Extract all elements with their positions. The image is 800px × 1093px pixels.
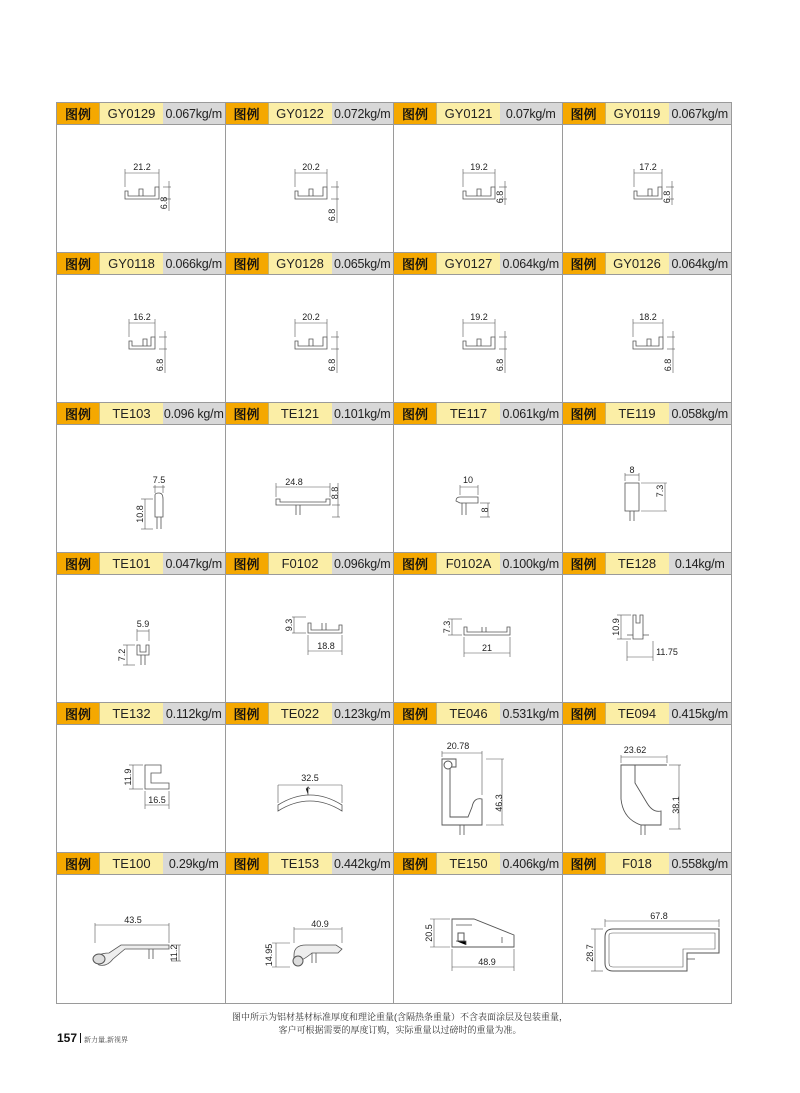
profile-code: TE101	[99, 553, 163, 574]
profile-header	[57, 103, 225, 125]
profile-header	[57, 253, 225, 275]
dimension-label: 43.5	[124, 915, 142, 925]
profile-drawing	[563, 275, 732, 403]
dimension-label: 40.9	[310, 919, 329, 929]
profile-header	[563, 253, 732, 275]
profile-drawing	[226, 575, 395, 703]
profile-code: TE117	[436, 403, 500, 424]
profile-header	[226, 103, 394, 125]
legend-tag: 图例	[563, 253, 605, 274]
profile-cell	[226, 703, 395, 853]
profile-cell	[563, 703, 732, 853]
profile-header	[394, 553, 562, 575]
dimension-label: 20.78	[446, 741, 470, 751]
profile-drawing	[563, 575, 732, 703]
profile-drawing	[563, 875, 732, 1003]
legend-tag: 图例	[57, 853, 99, 874]
dimension-label: 67.8	[649, 911, 668, 921]
profile-header	[226, 403, 394, 425]
dimension-label: 5.9	[136, 619, 150, 629]
profile-weight: 0.066kg/m	[163, 253, 225, 274]
legend-tag: 图例	[563, 403, 605, 424]
profile-code: GY0126	[605, 253, 669, 274]
profile-weight: 0.101kg/m	[332, 403, 394, 424]
footnote-line-1: 图中所示为铝材基材标准厚度和理论重量(含隔热条重量）不含表面涂层及包装重量，	[232, 1012, 568, 1022]
profile-header	[394, 253, 562, 275]
profile-weight: 0.558kg/m	[669, 853, 732, 874]
profile-code: GY0128	[268, 253, 332, 274]
profile-code: TE046	[436, 703, 500, 724]
dimension-label: 6.8	[495, 358, 505, 372]
dimension-label: 7.3	[442, 620, 452, 634]
profile-code: TE100	[99, 853, 163, 874]
dimension-label: 9.3	[283, 618, 294, 632]
profile-header	[394, 853, 562, 875]
profile-code: TE121	[268, 403, 332, 424]
profile-weight: 0.047kg/m	[163, 553, 225, 574]
legend-tag: 图例	[394, 853, 436, 874]
dimension-label: 17.2	[638, 162, 657, 172]
dimension-label: 20.2	[301, 312, 320, 322]
dimension-label: 20.2	[301, 162, 320, 172]
profile-cell	[563, 103, 732, 253]
dimension-label: 18.8	[316, 641, 335, 651]
legend-tag: 图例	[57, 553, 99, 574]
profile-weight: 0.442kg/m	[332, 853, 394, 874]
dimension-label: 11.9	[123, 768, 133, 786]
profile-cell	[57, 553, 226, 703]
profile-cell	[57, 853, 226, 1003]
dimension-label: 24.8	[284, 477, 303, 487]
profile-cell	[226, 853, 395, 1003]
profile-drawing	[226, 275, 395, 403]
dimension-label: 8.8	[329, 486, 340, 500]
dimension-label: 6.8	[326, 358, 337, 372]
dimension-label: 14.95	[263, 943, 274, 967]
dimension-label: 6.8	[662, 358, 673, 372]
profile-weight: 0.058kg/m	[669, 403, 732, 424]
profile-weight: 0.415kg/m	[669, 703, 732, 724]
profile-weight: 0.064kg/m	[500, 253, 562, 274]
legend-tag: 图例	[394, 703, 436, 724]
profile-drawing	[563, 425, 732, 553]
profile-cell	[226, 103, 395, 253]
profile-header	[394, 703, 562, 725]
profile-code: F0102A	[436, 553, 500, 574]
profile-code: F0102	[268, 553, 332, 574]
profile-weight: 0.096 kg/m	[163, 403, 225, 424]
profile-header	[563, 403, 732, 425]
dimension-label: 16.5	[148, 795, 166, 805]
profile-weight: 0.061kg/m	[500, 403, 562, 424]
dimension-label: 8	[628, 465, 635, 475]
profile-header	[563, 853, 732, 875]
dimension-label: 20.5	[424, 924, 434, 942]
profile-drawing	[394, 575, 563, 703]
dimension-label: 6.8	[495, 190, 505, 204]
profile-weight: 0.14kg/m	[669, 553, 732, 574]
profile-header	[226, 253, 394, 275]
profile-drawing	[563, 125, 732, 253]
dimension-label: 10.8	[135, 505, 145, 523]
profile-code: GY0127	[436, 253, 500, 274]
profile-drawing	[563, 725, 732, 853]
profile-drawing	[226, 125, 395, 253]
profile-header	[226, 703, 394, 725]
dimension-label: 7.2	[117, 648, 127, 662]
profile-drawing	[226, 725, 395, 853]
legend-tag: 图例	[563, 103, 605, 124]
legend-tag: 图例	[563, 553, 605, 574]
dimension-label: 46.3	[494, 794, 504, 812]
profile-cell	[563, 553, 732, 703]
legend-tag: 图例	[226, 403, 268, 424]
dimension-label: 23.62	[623, 745, 646, 755]
legend-tag: 图例	[563, 703, 605, 724]
profile-cell	[563, 853, 732, 1003]
profile-cell	[394, 103, 563, 253]
profile-drawing	[57, 725, 226, 853]
profile-drawing	[57, 575, 226, 703]
profile-drawing	[57, 875, 226, 1003]
profile-header	[394, 103, 562, 125]
dimension-label: 38.1	[670, 796, 681, 814]
profile-drawing	[57, 125, 226, 253]
profile-header	[57, 553, 225, 575]
dimension-label: 11.2	[169, 944, 179, 962]
dimension-label: 8	[480, 507, 490, 513]
profile-header	[563, 103, 732, 125]
profile-header	[57, 853, 225, 875]
profile-cell	[563, 253, 732, 403]
dimension-label: 48.9	[478, 957, 496, 967]
profile-drawing	[226, 425, 395, 553]
dimension-label: 6.8	[661, 190, 672, 204]
brand-caption: 新力量,新视界	[84, 1037, 128, 1044]
dimension-label: 10	[462, 475, 474, 485]
legend-tag: 图例	[226, 853, 268, 874]
profile-cell	[57, 253, 226, 403]
legend-tag: 图例	[57, 703, 99, 724]
profile-header	[226, 853, 394, 875]
legend-tag: 图例	[57, 103, 99, 124]
profile-header	[394, 403, 562, 425]
profile-drawing	[394, 875, 563, 1003]
profile-cell	[226, 553, 395, 703]
profile-weight: 0.123kg/m	[332, 703, 394, 724]
profile-cell	[394, 703, 563, 853]
legend-tag: 图例	[563, 853, 605, 874]
legend-tag: 图例	[394, 253, 436, 274]
profile-cell	[563, 403, 732, 553]
profile-weight: 0.112kg/m	[163, 703, 225, 724]
profile-code: TE132	[99, 703, 163, 724]
profile-code: GY0121	[436, 103, 500, 124]
legend-tag: 图例	[57, 403, 99, 424]
dimension-label: 10.9	[610, 618, 621, 636]
dimension-label: 19.2	[470, 162, 488, 172]
profile-drawing	[394, 425, 563, 553]
profile-weight: 0.406kg/m	[500, 853, 562, 874]
legend-tag: 图例	[226, 703, 268, 724]
legend-tag: 图例	[57, 253, 99, 274]
profile-code: TE103	[99, 403, 163, 424]
profile-code: TE153	[268, 853, 332, 874]
profile-weight: 0.065kg/m	[332, 253, 394, 274]
profile-cell	[57, 703, 226, 853]
footnote-line-2: 客户可根据需要的厚度订购，实际重量以过磅时的重量为准。	[278, 1025, 522, 1035]
dimension-label: 6.8	[159, 196, 169, 210]
profile-code: F018	[605, 853, 669, 874]
footer-divider	[80, 1033, 81, 1043]
profile-weight: 0.29kg/m	[163, 853, 225, 874]
profile-weight: 0.100kg/m	[500, 553, 562, 574]
profile-drawing	[57, 425, 226, 553]
profile-header	[226, 553, 394, 575]
profile-drawing	[394, 275, 563, 403]
dimension-label: 19.2	[470, 312, 488, 322]
profile-header	[563, 553, 732, 575]
profile-weight: 0.072kg/m	[332, 103, 394, 124]
dimension-label: 16.2	[133, 312, 151, 322]
dimension-label: 18.2	[638, 312, 657, 322]
page-number: 157	[57, 1031, 78, 1045]
legend-tag: 图例	[394, 403, 436, 424]
legend-tag: 图例	[226, 103, 268, 124]
profile-cell	[394, 403, 563, 553]
profile-cell	[57, 103, 226, 253]
dimension-label: 6.8	[155, 358, 165, 372]
dimension-label: 21.2	[133, 162, 151, 172]
profile-code: GY0129	[99, 103, 163, 124]
profile-cell	[57, 403, 226, 553]
profile-code: TE150	[436, 853, 500, 874]
profile-header	[57, 403, 225, 425]
profile-code: GY0122	[268, 103, 332, 124]
profile-cell	[394, 553, 563, 703]
dimension-label: 7.5	[152, 475, 166, 485]
profile-weight: 0.07kg/m	[500, 103, 562, 124]
dimension-label: 21	[481, 643, 493, 653]
legend-tag: 图例	[226, 253, 268, 274]
profile-drawing	[394, 725, 563, 853]
profile-code: TE022	[268, 703, 332, 724]
profile-catalog-grid	[56, 102, 732, 1004]
profile-cell	[394, 853, 563, 1003]
dimension-label: 11.75	[655, 647, 678, 657]
profile-drawing	[394, 125, 563, 253]
profile-code: GY0118	[99, 253, 163, 274]
dimension-label: 28.7	[584, 944, 595, 962]
legend-tag: 图例	[226, 553, 268, 574]
profile-cell	[394, 253, 563, 403]
dimension-label: 32.5	[300, 773, 319, 783]
profile-code: TE128	[605, 553, 669, 574]
profile-cell	[226, 403, 395, 553]
profile-header	[57, 703, 225, 725]
profile-weight: 0.067kg/m	[669, 103, 732, 124]
profile-cell	[226, 253, 395, 403]
profile-weight: 0.064kg/m	[669, 253, 732, 274]
legend-tag: 图例	[394, 553, 436, 574]
profile-weight: 0.531kg/m	[500, 703, 562, 724]
dimension-label: 7.3	[654, 484, 665, 498]
profile-code: GY0119	[605, 103, 669, 124]
profile-drawing	[57, 275, 226, 403]
profile-code: TE119	[605, 403, 669, 424]
profile-weight: 0.067kg/m	[163, 103, 225, 124]
profile-weight: 0.096kg/m	[332, 553, 394, 574]
profile-header	[563, 703, 732, 725]
legend-tag: 图例	[394, 103, 436, 124]
profile-code: TE094	[605, 703, 669, 724]
dimension-label: 6.8	[326, 208, 337, 222]
page-footer	[57, 1031, 128, 1045]
profile-drawing	[226, 875, 395, 1003]
